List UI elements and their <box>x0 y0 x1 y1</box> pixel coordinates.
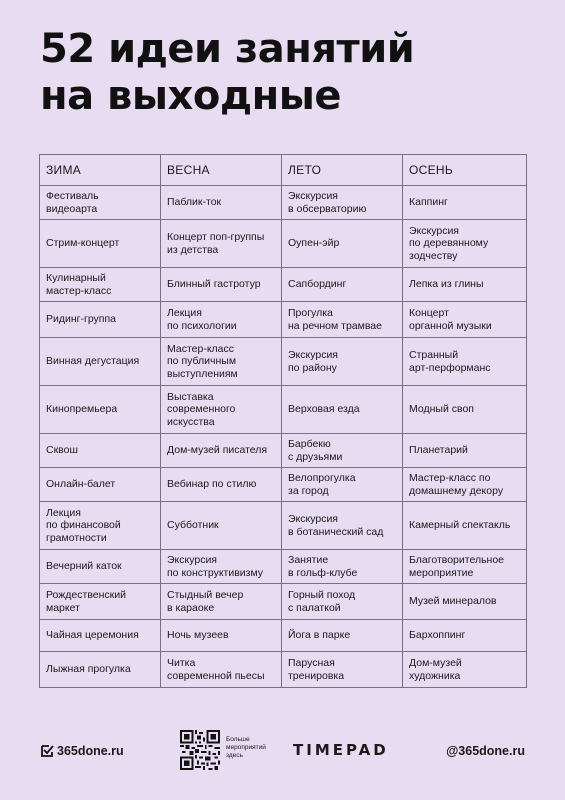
table-row <box>40 468 527 502</box>
table-cell: Винная дегустация <box>40 338 161 386</box>
ideas-table <box>39 154 527 688</box>
table-cell: Мастер-класс по домашнему декору <box>403 468 527 502</box>
table-cell: Выставка современного искусства <box>161 386 282 434</box>
table-row <box>40 502 527 550</box>
checkmark-box-icon <box>40 744 54 758</box>
table-cell: Лепка из глины <box>403 268 527 302</box>
table-cell: Вечерний каток <box>40 550 161 584</box>
footer <box>0 728 565 776</box>
table-cell: Странный арт-перформанс <box>403 338 527 386</box>
table-cell: Сквош <box>40 434 161 468</box>
table-row <box>40 186 527 220</box>
table-cell: Ночь музеев <box>161 620 282 652</box>
table-cell: Стыдный вечер в караоке <box>161 584 282 620</box>
table-row <box>40 584 527 620</box>
table-cell: Экскурсия по конструктивизму <box>161 550 282 584</box>
table-cell: Модный своп <box>403 386 527 434</box>
table-cell: Кинопремьера <box>40 386 161 434</box>
qr-code-icon[interactable] <box>180 730 220 770</box>
table-cell: Концерт поп-группы из детства <box>161 220 282 268</box>
table-row <box>40 268 527 302</box>
table-cell: Блинный гастротур <box>161 268 282 302</box>
table-cell: Экскурсия в обсерваторию <box>282 186 403 220</box>
table-cell: Парусная тренировка <box>282 652 403 688</box>
ideas-body <box>40 186 527 688</box>
table-cell: Чайная церемония <box>40 620 161 652</box>
table-cell: Лекция по финансовой грамотности <box>40 502 161 550</box>
table-cell: Камерный спектакль <box>403 502 527 550</box>
table-cell: Субботник <box>161 502 282 550</box>
site-link[interactable] <box>40 744 124 758</box>
table-row <box>40 652 527 688</box>
table-cell: Лекция по психологии <box>161 302 282 338</box>
table-cell: Стрим-концерт <box>40 220 161 268</box>
table-cell: Концерт органной музыки <box>403 302 527 338</box>
timepad-logo[interactable]: TIMEPAD <box>293 741 389 759</box>
table-cell: Фестиваль видеоарта <box>40 186 161 220</box>
table-cell: Читка современной пьесы <box>161 652 282 688</box>
table-row <box>40 338 527 386</box>
table-cell: Дом-музей писателя <box>161 434 282 468</box>
site-label: 365done.ru <box>57 744 124 758</box>
page-title <box>40 26 414 120</box>
table-cell: Планетарий <box>403 434 527 468</box>
table-cell: Экскурсия в ботанический сад <box>282 502 403 550</box>
table-cell: Экскурсия по деревянному зодчеству <box>403 220 527 268</box>
title-line-1: 52 идеи занятий <box>40 26 415 72</box>
table-cell: Дом-музей художника <box>403 652 527 688</box>
table-row <box>40 550 527 584</box>
table-cell: Сапбординг <box>282 268 403 302</box>
table-row <box>40 620 527 652</box>
table-cell: Экскурсия по району <box>282 338 403 386</box>
table-cell: Каппинг <box>403 186 527 220</box>
table-cell: Мастер-класс по публичным выступлениям <box>161 338 282 386</box>
table-cell: Вебинар по стилю <box>161 468 282 502</box>
table-cell: Музей минералов <box>403 584 527 620</box>
header-winter: ЗИМА <box>40 155 161 186</box>
title-line-2: на выходные <box>40 73 342 119</box>
table-cell: Рождественский маркет <box>40 584 161 620</box>
table-cell: Горный поход с палаткой <box>282 584 403 620</box>
social-handle[interactable]: @365done.ru <box>446 744 525 758</box>
table-cell: Паблик-ток <box>161 186 282 220</box>
table-cell: Бархоппинг <box>403 620 527 652</box>
table-cell: Верховая езда <box>282 386 403 434</box>
table-cell: Благотворительное мероприятие <box>403 550 527 584</box>
table-row <box>40 434 527 468</box>
table-row <box>40 302 527 338</box>
table-cell: Лыжная прогулка <box>40 652 161 688</box>
header-summer: ЛЕТО <box>282 155 403 186</box>
table-cell: Кулинарный мастер-класс <box>40 268 161 302</box>
table-row <box>40 386 527 434</box>
header-autumn: ОСЕНЬ <box>403 155 527 186</box>
qr-caption: Больше мероприятий здесь <box>226 736 266 759</box>
header-spring: ВЕСНА <box>161 155 282 186</box>
table-cell: Онлайн-балет <box>40 468 161 502</box>
table-cell: Йога в парке <box>282 620 403 652</box>
table-cell: Прогулка на речном трамвае <box>282 302 403 338</box>
table-cell: Ридинг-группа <box>40 302 161 338</box>
table-cell: Велопрогулка за город <box>282 468 403 502</box>
table-cell: Барбекю с друзьями <box>282 434 403 468</box>
table-cell: Занятие в гольф-клубе <box>282 550 403 584</box>
table-row <box>40 220 527 268</box>
header-row <box>40 155 527 186</box>
table-cell: Оупен-эйр <box>282 220 403 268</box>
